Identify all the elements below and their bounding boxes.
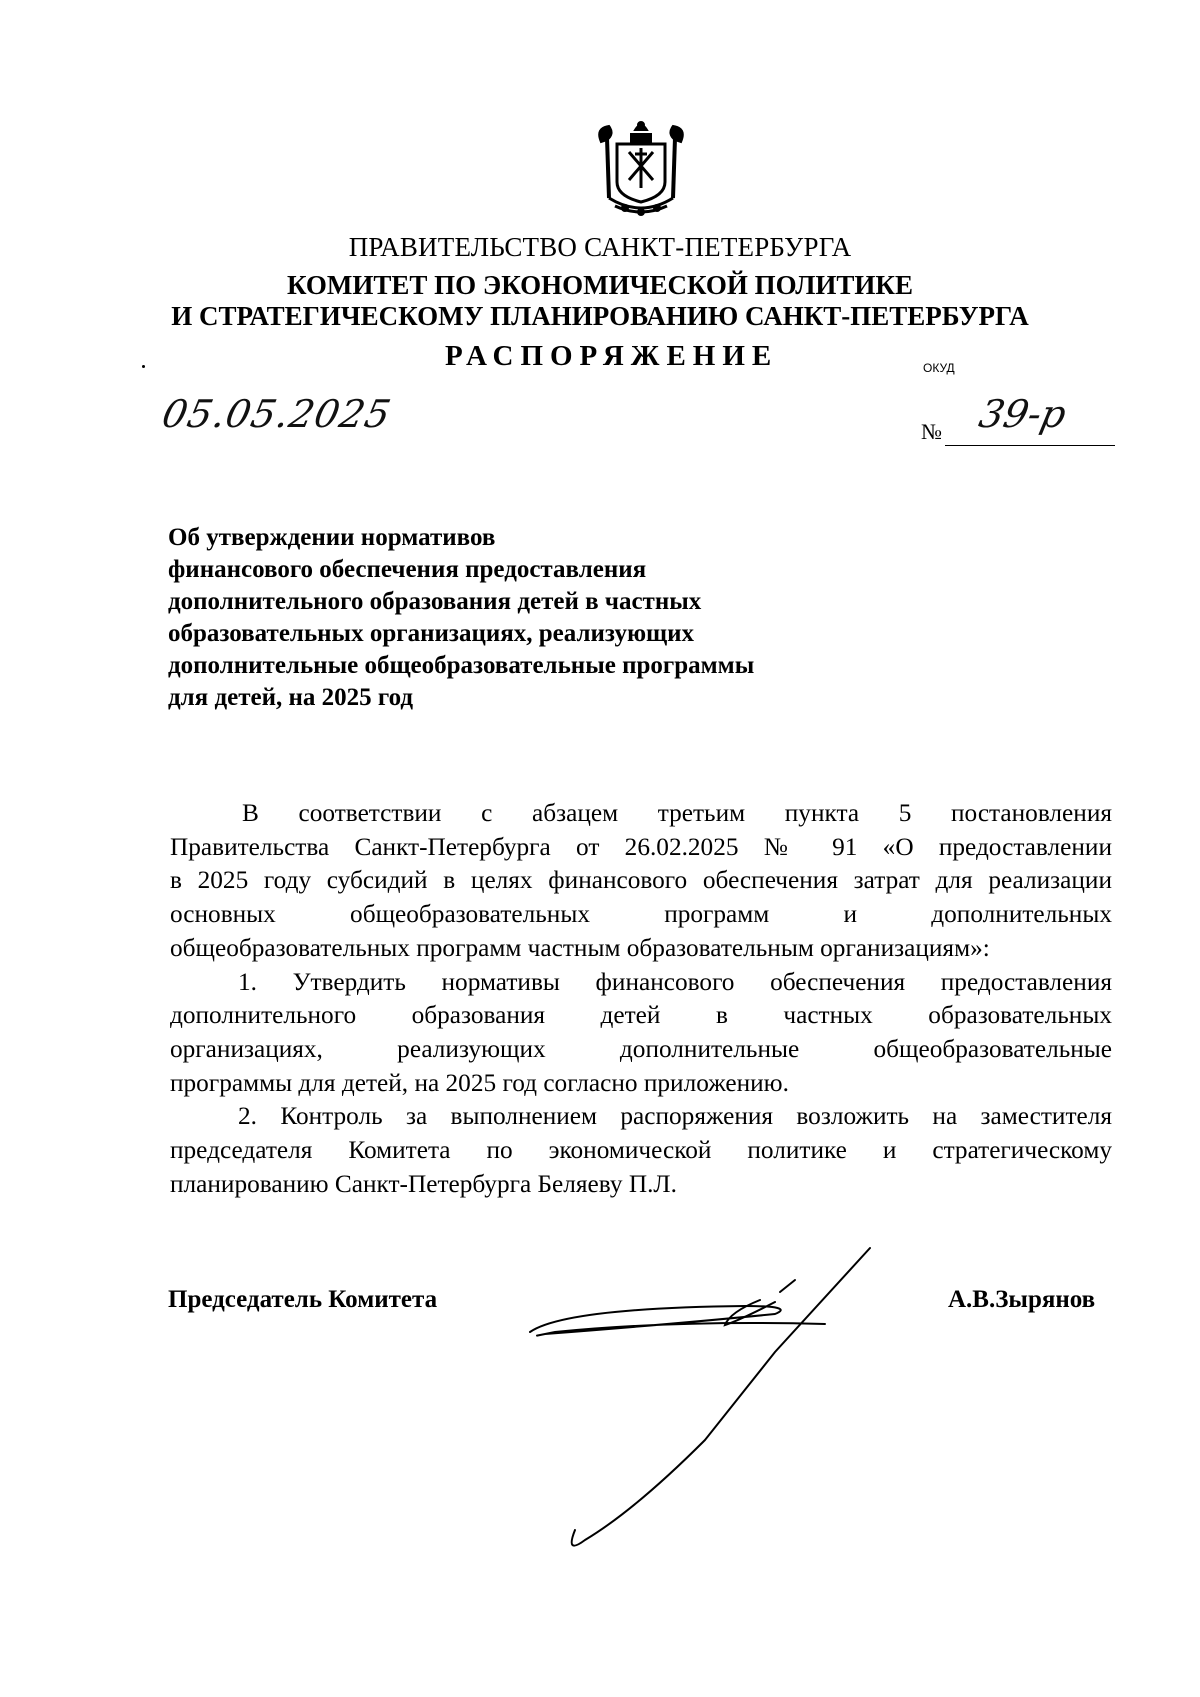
title-line: образовательных организациях, реализующих	[168, 620, 695, 647]
handwritten-date: 05.05.2025	[158, 392, 396, 436]
number-label: №	[921, 419, 942, 444]
body-line: 2. Контроль за выполнением распоряжения возложить на заместителя	[238, 1102, 1112, 1131]
title-line: финансового обеспечения предоставления	[168, 556, 647, 583]
title-line: дополнительного образования детей в частных	[168, 588, 702, 615]
title-line: дополнительные общеобразовательные программы	[168, 652, 755, 679]
body-line: дополнительного образования детей в частных образовательных	[170, 1001, 1112, 1030]
body-line: председателя Комитета по экономической политике и стратегическому	[170, 1136, 1112, 1165]
handwritten-number: 39-р	[975, 392, 1071, 436]
margin-dot	[142, 365, 145, 368]
title-line: для детей, на 2025 год	[168, 684, 414, 711]
signatory-position: Председатель Комитета	[168, 1286, 438, 1313]
number-underline	[945, 445, 1115, 446]
body-line: Правительства Санкт-Петербурга от 26.02.2025 № 91 «О предоставлении	[170, 832, 1112, 861]
body-line: общеобразовательных программ частным образовательным организациям»:	[170, 933, 990, 962]
handwritten-signature	[525, 1240, 900, 1555]
body-line: в 2025 году субсидий в целях финансового обеспечения затрат для реализации	[170, 866, 1112, 895]
signatory-name: А.В.Зырянов	[948, 1286, 1096, 1313]
body-line: 1. Утвердить нормативы финансового обеспечения предоставления	[238, 967, 1112, 996]
government-heading: ПРАВИТЕЛЬСТВО САНКТ-ПЕТЕРБУРГА	[348, 232, 852, 262]
document-title	[168, 522, 928, 714]
body-line: планированию Санкт-Петербурга Беляеву П.Л.	[170, 1169, 677, 1198]
body-line: основных общеобразовательных программ и дополнительных	[170, 900, 1112, 929]
document-type-heading: РАСПОРЯЖЕНИЕ	[445, 340, 779, 372]
body-line: организациях, реализующих дополнительные общеобразовательные	[170, 1034, 1112, 1063]
okud-label: ОКУД	[923, 361, 955, 375]
document-body	[170, 797, 1112, 1201]
title-line: Об утверждении нормативов	[168, 524, 496, 551]
coat-of-arms-emblem	[595, 120, 687, 216]
body-line: В соответствии с абзацем третьим пункта 5 постановления	[242, 799, 1112, 827]
body-line: программы для детей, на 2025 год согласно приложению.	[170, 1068, 789, 1097]
committee-heading-line2: И СТРАТЕГИЧЕСКОМУ ПЛАНИРОВАНИЮ САНКТ-ПЕТЕРБУРГА	[171, 301, 1029, 331]
committee-heading-line1: КОМИТЕТ ПО ЭКОНОМИЧЕСКОЙ ПОЛИТИКЕ	[287, 270, 913, 300]
